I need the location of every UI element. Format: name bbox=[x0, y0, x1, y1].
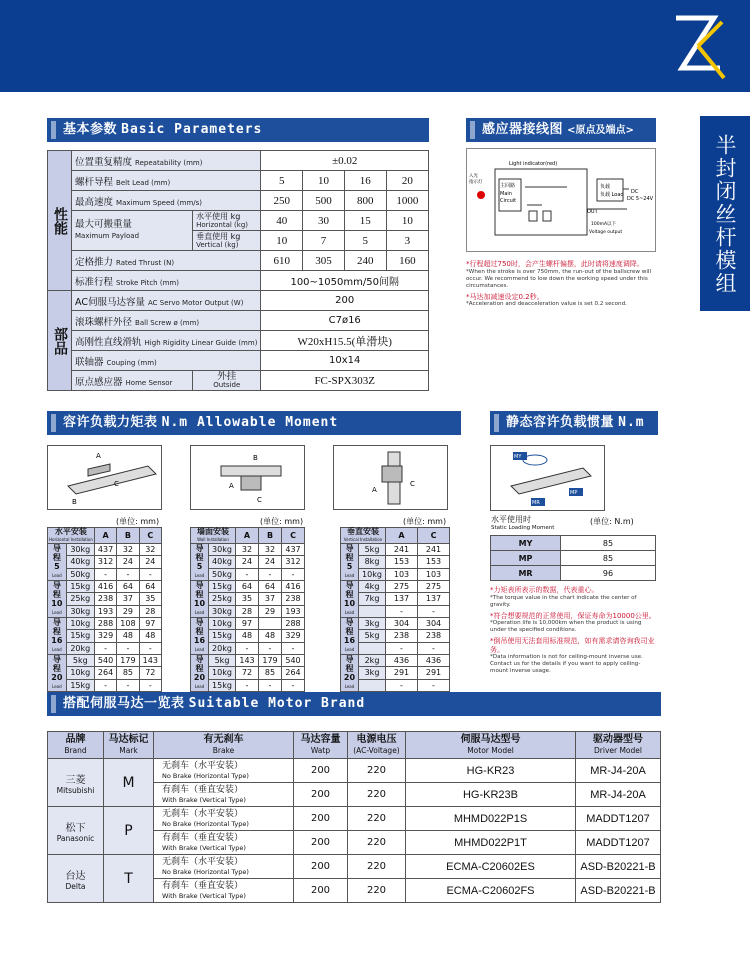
watt-cell: 200 bbox=[294, 879, 348, 903]
table-row: 15kg 329 48 48 bbox=[48, 630, 162, 642]
table-row: 导 程 10 Lead 4kg 275 275 bbox=[341, 581, 450, 593]
allowable-moment-header: 容许负载力矩表 N.m Allowable Moment bbox=[47, 411, 461, 435]
horizontal-diagram bbox=[47, 445, 162, 510]
svg-text:C: C bbox=[114, 480, 119, 488]
column-header: A bbox=[94, 528, 116, 544]
brand-cell: 台达 Delta bbox=[48, 855, 104, 903]
watt-cell: 200 bbox=[294, 855, 348, 879]
svg-text:指示灯: 指示灯 bbox=[469, 180, 483, 185]
motor-model-cell: HG-KR23 bbox=[406, 759, 576, 783]
sensor-wiring-diagram bbox=[466, 148, 656, 252]
svg-text:B: B bbox=[72, 498, 77, 506]
svg-text:Main: Main bbox=[500, 191, 512, 197]
lead-label: 导 程 20 Lead bbox=[191, 655, 209, 692]
svg-text:MP: MP bbox=[570, 490, 578, 496]
table-row: 导 程 16 Lead 3kg 304 304 bbox=[341, 618, 450, 630]
brake-cell: 有刹车（垂直安装） With Brake (Vertical Type) bbox=[154, 831, 294, 855]
column-header: C bbox=[418, 528, 450, 544]
voltage-cell: 220 bbox=[348, 879, 406, 903]
basic-params-header: 基本参数 Basic Parameters bbox=[47, 118, 429, 142]
watt-cell: 200 bbox=[294, 759, 348, 783]
voltage-cell: 220 bbox=[348, 855, 406, 879]
group-performance: 性能 bbox=[48, 151, 72, 291]
svg-text:A: A bbox=[96, 452, 101, 460]
mount-header: 水平安装 Horizontal Installation bbox=[49, 527, 93, 542]
table-row: 20kg - - - bbox=[48, 642, 162, 654]
mark-cell: M bbox=[104, 759, 154, 807]
svg-text:DC: DC bbox=[631, 189, 639, 195]
motor-model-cell: MHMD022P1S bbox=[406, 807, 576, 831]
table-row: 25kg 238 37 35 bbox=[48, 593, 162, 605]
table-row: 导 程 5 Lead 5kg 241 241 bbox=[341, 544, 450, 556]
table-row: 50kg - - - bbox=[48, 568, 162, 580]
table-row: 3kg 291 291 bbox=[341, 667, 450, 679]
brake-cell: 无刹车（水平安装） No Brake (Horizontal Type) bbox=[154, 855, 294, 879]
table-row: 导 程 20 Lead 2kg 436 436 bbox=[341, 655, 450, 667]
wall-module-icon bbox=[191, 446, 304, 509]
column-header: A bbox=[386, 528, 418, 544]
page-header bbox=[0, 0, 750, 92]
wiring-schematic-icon bbox=[467, 149, 657, 253]
lead-label: 导 程 10 Lead bbox=[191, 581, 209, 618]
svg-text:100mA以下: 100mA以下 bbox=[591, 222, 617, 227]
voltage-cell: 220 bbox=[348, 783, 406, 807]
lead-label: 导 程 16 Lead bbox=[48, 618, 67, 655]
watt-cell: 200 bbox=[294, 807, 348, 831]
table-row: 15kg - - - bbox=[191, 679, 305, 691]
motor-brand-table: 品牌 Brand 马达标记 Mark 有无刹车 Brake 马达容量 Watp 电源电压 (AC-Voltage) 伺服马达型号 Motor Model 驱动器型号 Driver Model 三菱 Mitsubishi M 无刹车（水平安装） No Brake (Horizontal Type) 200 220 HG-KR23 MR-J4-20A 有刹车（垂直安装） With Brake (Vertical Type) 200 220 HG-KR23B MR-J4-20A 松下 Panasonic P 无刹车（水平安装） No Brake (Horizontal Type) 200 220 MHMD022P1S MADDT1207 有刹车（垂直安装） With Brake (Vertical Type) 200 220 MHMD022P1T MADDT1207 台达 Delta T 无刹车（水平安装） No Brake (Horizontal Type) 200 220 ECMA-C20602ES ASD-B20221-B 有刹车（垂直安装） With Brake (Vertical Type) 200 220 ECMA-C20602FS ASD-B20221-B bbox=[47, 731, 661, 903]
table-row: 30kg 28 29 193 bbox=[191, 605, 305, 617]
table-row: 导 程 20 Lead 5kg 540 179 143 bbox=[48, 655, 162, 667]
svg-text:负载 Load: 负载 Load bbox=[600, 192, 624, 198]
driver-model-cell: MR-J4-20A bbox=[576, 759, 661, 783]
vertical-diagram bbox=[333, 445, 448, 510]
table-row: 导 程 20 Lead 5kg 143 179 540 bbox=[191, 655, 305, 667]
brand-cell: 三菱 Mitsubishi bbox=[48, 759, 104, 807]
driver-model-cell: MR-J4-20A bbox=[576, 783, 661, 807]
svg-text:A: A bbox=[372, 486, 377, 494]
motor-model-cell: MHMD022P1T bbox=[406, 831, 576, 855]
mount-header: 墙面安装 Wall Installation bbox=[191, 528, 236, 544]
static-moment-header: 静态容许负载惯量 N.m bbox=[490, 411, 658, 435]
voltage-cell: 220 bbox=[348, 831, 406, 855]
svg-text:OUT: OUT bbox=[587, 209, 598, 215]
moment-table-horizontal bbox=[47, 527, 162, 692]
driver-model-cell: ASD-B20221-B bbox=[576, 855, 661, 879]
vertical-module-icon bbox=[334, 446, 447, 509]
basic-params-table: 性能 位置重复精度 Repeatability (mm) ±0.02 螺杆导程 Belt Lead (mm) 5 10 16 20 最高速度 Maximum Speed (mm/s) 250 500 800 1000 最大可搬重量 Maximum Payload 水平使用 kg Horizontal (kg) 40 30 15 10 垂直使用 kg Vertical (kg) 10 7 5 3 定格推力 Rated Thrust (N) 610 305 240 160 标准行程 Stroke Pitch (mm) 100~1050mm/50间隔 部品 AC伺服马达容量 AC Servo Motor Output (W) 200 滚珠螺杆外径 Ball Screw ø (mm) C7ø16 高刚性直线滑轨 High Rigidity Linear Guide (mm) W20xH15.5(单滑块) 联轴器 Couping (mm) 10x14 原点感应器 Home Sensor 外挂 Outside FC-SPX303Z bbox=[47, 150, 429, 391]
table-row: 40kg 312 24 24 bbox=[48, 556, 162, 568]
lead-label: 导 程 10 Lead bbox=[48, 581, 67, 618]
table-row: 8kg 153 153 bbox=[341, 556, 450, 568]
side-title-text: 半封闭丝杆模组 bbox=[713, 134, 737, 295]
table-row: - - bbox=[341, 605, 450, 617]
lead-label: 导 程 5 Lead bbox=[48, 544, 67, 581]
svg-text:MY: MY bbox=[514, 454, 522, 460]
svg-text:Voltage output: Voltage output bbox=[589, 230, 623, 235]
lead-label: 导 程 10 Lead bbox=[341, 581, 359, 618]
column-header: A bbox=[236, 528, 259, 544]
motor-model-cell: ECMA-C20602FS bbox=[406, 879, 576, 903]
svg-text:C: C bbox=[410, 480, 415, 488]
sensor-notes: *行程超过750时，会产生螺杆偏摆，此时请将速度调降。 *When the stroke is over 750mm, the run-out of the ballscrew will occur. We recommend to low down the working speed under this circumstances. *马达加减速设定0.2秒。 *Acceleration and deacceleration value is set 0.2 second. bbox=[466, 260, 652, 307]
svg-text:C: C bbox=[257, 496, 262, 504]
lead-label: 导 程 20 Lead bbox=[48, 655, 67, 692]
moment-table-vertical bbox=[340, 527, 450, 692]
brake-cell: 无刹车（水平安装） No Brake (Horizontal Type) bbox=[154, 759, 294, 783]
lead-label: 导 程 16 Lead bbox=[341, 618, 359, 655]
wall-diagram bbox=[190, 445, 305, 510]
static-moment-icon bbox=[491, 446, 604, 510]
mark-cell: P bbox=[104, 807, 154, 855]
svg-text:入光: 入光 bbox=[469, 174, 478, 179]
brake-cell: 无刹车（水平安装） No Brake (Horizontal Type) bbox=[154, 807, 294, 831]
group-parts: 部品 bbox=[48, 291, 72, 391]
voltage-cell: 220 bbox=[348, 807, 406, 831]
static-notes: *力矩表所表示的数据，代表重心。 *The torque value in the chart indicate the center of gravity. *符合想要规范的正常使用，保证寿命为10000公里。 *Operation life is 10,000km when the product is using under the specified conditions. *倒吊使用无法套用标准规范，如有需求请咨询我司业务。 *Data information is not for ceiling-mount inverse use. Contact us for the details if you want to apply ceiling-mount inverse usage. bbox=[490, 586, 656, 674]
static-moment-table: MY 85 MP 85 MR 96 bbox=[490, 535, 656, 581]
motor-model-cell: ECMA-C20602ES bbox=[406, 855, 576, 879]
watt-cell: 200 bbox=[294, 783, 348, 807]
table-row bbox=[48, 855, 661, 879]
column-header: B bbox=[259, 528, 282, 544]
table-row: 50kg - - - bbox=[191, 568, 305, 580]
driver-model-cell: MADDT1207 bbox=[576, 831, 661, 855]
driver-model-cell: ASD-B20221-B bbox=[576, 879, 661, 903]
brake-cell: 有刹车（垂直安装） With Brake (Vertical Type) bbox=[154, 879, 294, 903]
static-diagram bbox=[490, 445, 605, 511]
table-row bbox=[48, 759, 661, 783]
table-row: 10kg 72 85 264 bbox=[191, 667, 305, 679]
zk-logo-icon bbox=[668, 8, 728, 84]
table-row: 15kg - - - bbox=[48, 679, 162, 691]
lead-label: 导 程 5 Lead bbox=[191, 544, 209, 581]
svg-text:Circuit: Circuit bbox=[500, 198, 517, 204]
side-title bbox=[700, 116, 750, 311]
table-row: 导 程 16 Lead 10kg 288 108 97 bbox=[48, 618, 162, 630]
static-use-label: 水平使用时 Static Loading Moment bbox=[491, 515, 555, 531]
svg-text:MR: MR bbox=[532, 500, 540, 506]
mark-cell: T bbox=[104, 855, 154, 903]
motor-brand-header: 搭配伺服马达一览表 Suitable Motor Brand bbox=[47, 692, 661, 716]
motor-model-cell: HG-KR23B bbox=[406, 783, 576, 807]
table-row: - - bbox=[341, 642, 450, 654]
brand-cell: 松下 Panasonic bbox=[48, 807, 104, 855]
moment-table-wall bbox=[190, 527, 305, 692]
lead-label: 导 程 5 Lead bbox=[341, 544, 359, 581]
table-row: 20kg - - - bbox=[191, 642, 305, 654]
column-header: B bbox=[117, 528, 139, 544]
table-row: 导 程 5 Lead 30kg 32 32 437 bbox=[191, 544, 305, 556]
table-row: 10kg 103 103 bbox=[341, 568, 450, 580]
table-row: 10kg 264 85 72 bbox=[48, 667, 162, 679]
column-header: C bbox=[139, 528, 161, 544]
driver-model-cell: MADDT1207 bbox=[576, 807, 661, 831]
table-row: 5kg 238 238 bbox=[341, 630, 450, 642]
table-row: 30kg 193 29 28 bbox=[48, 605, 162, 617]
table-row bbox=[48, 807, 661, 831]
horizontal-module-icon bbox=[48, 446, 161, 509]
lead-label: 导 程 20 Lead bbox=[341, 655, 359, 692]
svg-text:B: B bbox=[253, 454, 258, 462]
lead-label: 导 程 16 Lead bbox=[191, 618, 209, 655]
mount-header: 垂直安装 Vertical Installation bbox=[341, 528, 386, 544]
table-row: 7kg 137 137 bbox=[341, 593, 450, 605]
column-header: C bbox=[282, 528, 305, 544]
svg-text:Light indicator(red): Light indicator(red) bbox=[509, 161, 558, 167]
table-row: 导 程 10 Lead 15kg 64 64 416 bbox=[191, 581, 305, 593]
svg-text:A: A bbox=[229, 482, 234, 490]
brake-cell: 有刹车（垂直安装） With Brake (Vertical Type) bbox=[154, 783, 294, 807]
table-row: - - bbox=[341, 679, 450, 691]
svg-text:DC 5~24V: DC 5~24V bbox=[627, 196, 654, 202]
table-row: 导 程 10 Lead 15kg 416 64 64 bbox=[48, 581, 162, 593]
watt-cell: 200 bbox=[294, 831, 348, 855]
table-row: 40kg 24 24 312 bbox=[191, 556, 305, 568]
svg-text:负载: 负载 bbox=[600, 184, 611, 190]
table-row: 15kg 48 48 329 bbox=[191, 630, 305, 642]
svg-text:主回路: 主回路 bbox=[500, 183, 516, 189]
voltage-cell: 220 bbox=[348, 759, 406, 783]
table-row: 25kg 35 37 238 bbox=[191, 593, 305, 605]
sensor-wiring-header: 感应器接线图 <原点及端点> bbox=[466, 118, 656, 142]
table-row: 导 程 16 Lead 10kg 97 288 bbox=[191, 618, 305, 630]
table-row: 导 程 5 Lead 30kg 437 32 32 bbox=[48, 544, 162, 556]
